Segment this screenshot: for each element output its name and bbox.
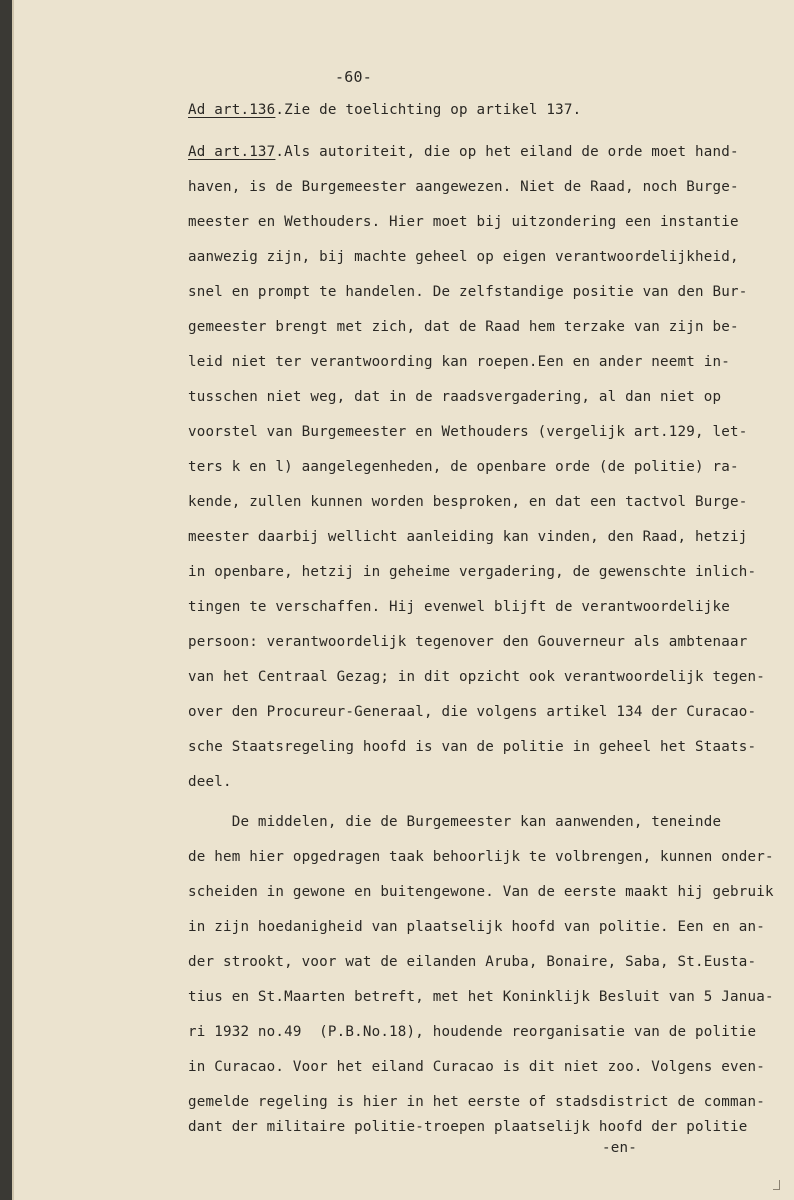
body-line: in Curacao. Voor het eiland Curacao is dit niet zoo. Volgens even- [188, 1059, 765, 1075]
page-corner-mark [773, 1180, 780, 1190]
body-line: tingen te verschaffen. Hij evenwel blijft de verantwoordelijke [188, 599, 730, 615]
body-line: snel en prompt te handelen. De zelfstandige positie van den Bur- [188, 284, 748, 300]
page-number: -60- [335, 68, 372, 86]
body-line: tius en St.Maarten betreft, met het Koninklijk Besluit van 5 Janua- [188, 989, 774, 1005]
body-line: de hem hier opgedragen taak behoorlijk te volbrengen, kunnen onder- [188, 849, 774, 865]
body-line: tusschen niet weg, dat in de raadsvergadering, al dan niet op [188, 389, 722, 405]
body-line: ri 1932 no.49 (P.B.No.18), houdende reorganisatie van de politie [188, 1024, 757, 1040]
body-line: scheiden in gewone en buitengewone. Van de eerste maakt hij gebruik [188, 884, 774, 900]
body-line: der strookt, voor wat de eilanden Aruba, Bonaire, Saba, St.Eusta- [188, 954, 757, 970]
document-page [12, 0, 794, 1200]
body-line: in openbare, hetzij in geheime vergadering, de gewenschte inlich- [188, 564, 757, 580]
body-line [188, 144, 739, 160]
body-line [188, 102, 581, 118]
article-heading: Ad art.137 [188, 144, 276, 160]
body-line: voorstel van Burgemeester en Wethouders (vergelijk art.129, let- [188, 424, 748, 440]
body-line: meester en Wethouders. Hier moet bij uitzondering een instantie [188, 214, 739, 230]
body-line: gemelde regeling is hier in het eerste of stadsdistrict de comman- [188, 1094, 765, 1110]
article-heading: Ad art.136 [188, 102, 276, 118]
body-line: over den Procureur-Generaal, die volgens artikel 134 der Curacao- [188, 704, 757, 720]
body-line: gemeester brengt met zich, dat de Raad hem terzake van zijn be- [188, 319, 739, 335]
body-line: dant der militaire politie-troepen plaatselijk hoofd der politie [188, 1119, 748, 1135]
body-line: in zijn hoedanigheid van plaatselijk hoofd van politie. Een en an- [188, 919, 765, 935]
body-line: deel. [188, 774, 232, 790]
body-line: kende, zullen kunnen worden besproken, en dat een tactvol Burge- [188, 494, 748, 510]
body-line: meester daarbij wellicht aanleiding kan vinden, den Raad, hetzij [188, 529, 748, 545]
body-line: De middelen, die de Burgemeester kan aanwenden, teneinde [188, 814, 722, 830]
line-text: .Zie de toelichting op artikel 137. [275, 102, 582, 118]
scan-left-edge [0, 0, 12, 1200]
body-line: sche Staatsregeling hoofd is van de politie in geheel het Staats- [188, 739, 757, 755]
line-text: .Als autoriteit, die op het eiland de orde moet hand- [275, 144, 739, 160]
body-line: haven, is de Burgemeester aangewezen. Niet de Raad, noch Burge- [188, 179, 739, 195]
catchword: -en- [602, 1140, 637, 1156]
body-line: ters k en l) aangelegenheden, de openbare orde (de politie) ra- [188, 459, 739, 475]
body-line: persoon: verantwoordelijk tegenover den Gouverneur als ambtenaar [188, 634, 748, 650]
body-line: leid niet ter verantwoording kan roepen.Een en ander neemt in- [188, 354, 730, 370]
body-line: aanwezig zijn, bij machte geheel op eigen verantwoordelijkheid, [188, 249, 739, 265]
body-line: van het Centraal Gezag; in dit opzicht ook verantwoordelijk tegen- [188, 669, 765, 685]
